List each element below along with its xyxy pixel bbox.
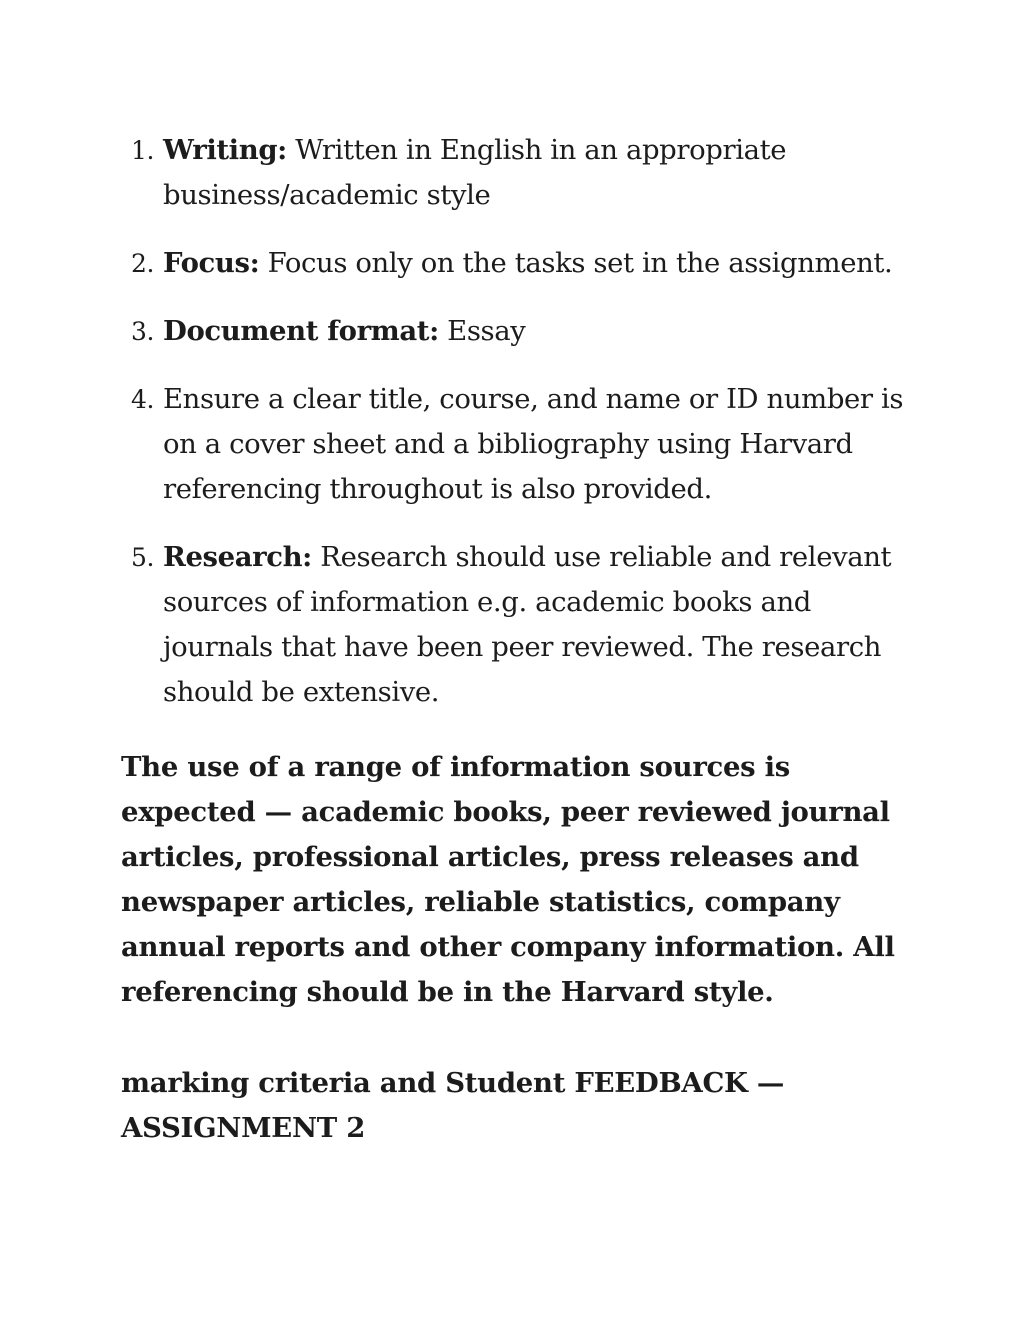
list-number: 5. (131, 543, 155, 572)
item-text: Focus only on the tasks set in the assignment. (259, 247, 893, 279)
item-text: Written in English in an appropriate business/academic style (163, 134, 787, 211)
list-number: 1. (131, 136, 155, 165)
item-label: Research: (163, 541, 312, 573)
document-page (121, 128, 911, 1151)
list-item (121, 241, 911, 286)
item-text: Research should use reliable and relevant sources of information e.g. academic books and journals that have been peer reviewed. The research should be extensive. (163, 541, 892, 708)
sources-paragraph: The use of a range of information sources is expected — academic books, peer reviewed journal articles, professional articles, press releases and newspaper articles, reliable statistics, company annual reports and other company information. All referencing should be in the Harvard style. (121, 751, 895, 1008)
list-number: 4. (131, 385, 155, 414)
list-item (121, 535, 911, 715)
list-item (121, 128, 911, 218)
item-label: Document format: (163, 315, 439, 347)
section-heading: marking criteria and Student FEEDBACK — ASSIGNMENT 2 (121, 1067, 785, 1144)
item-text: Ensure a clear title, course, and name or ID number is on a cover sheet and a bibliography using Harvard referencing throughout is also provided. (163, 383, 904, 505)
list-number: 2. (131, 249, 155, 278)
requirements-list (121, 128, 911, 715)
item-label: Focus: (163, 247, 260, 279)
list-item (121, 309, 911, 354)
list-item (121, 377, 911, 512)
list-number: 3. (131, 317, 155, 346)
item-label: Writing: (163, 134, 287, 166)
item-text: Essay (438, 315, 526, 347)
